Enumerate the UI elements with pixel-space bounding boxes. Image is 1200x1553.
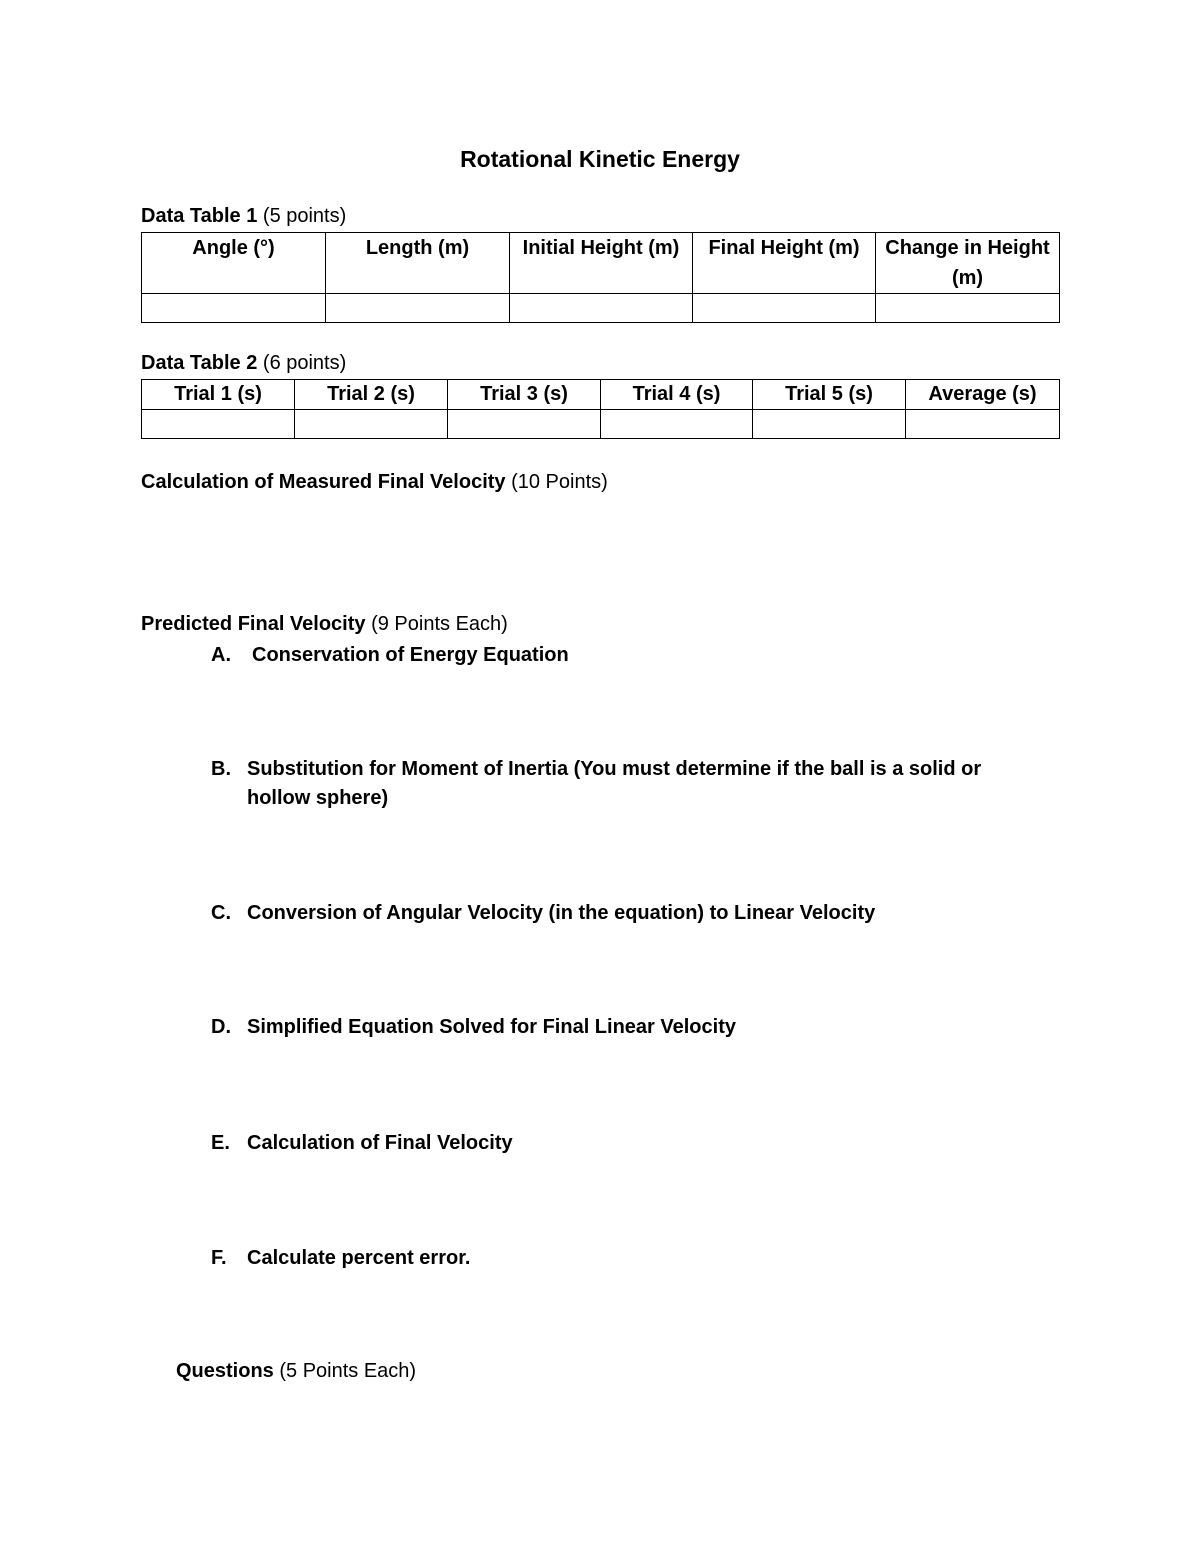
list-item-letter: B. xyxy=(211,758,231,780)
table-cell[interactable] xyxy=(601,410,753,439)
table-cell[interactable] xyxy=(753,410,906,439)
list-item-text: Calculation of Final Velocity xyxy=(247,1132,513,1154)
data-table-1-points: (5 points) xyxy=(262,205,347,227)
list-item-letter: D. xyxy=(211,1016,231,1038)
predicted-velocity-label: Predicted Final Velocity xyxy=(141,613,366,635)
table-header-cell: Trial 1 (s) xyxy=(142,380,295,410)
list-item xyxy=(211,1129,1031,1158)
table-header-cell: Length (m) xyxy=(326,233,510,294)
table-header-row xyxy=(142,380,1060,410)
table-cell[interactable] xyxy=(326,294,510,323)
questions-points: (5 Points Each) xyxy=(279,1360,417,1382)
list-item xyxy=(211,755,1041,813)
list-item-text: Simplified Equation Solved for Final Linear Velocity xyxy=(247,1016,736,1038)
table-row xyxy=(142,410,1060,439)
list-item xyxy=(211,1013,1031,1042)
table-cell[interactable] xyxy=(142,294,326,323)
table-header-row xyxy=(142,233,1060,294)
table-header-cell: Trial 5 (s) xyxy=(753,380,906,410)
table-cell[interactable] xyxy=(142,410,295,439)
list-item-letter: E. xyxy=(211,1132,230,1154)
table-cell[interactable] xyxy=(448,410,601,439)
questions-heading xyxy=(176,1360,416,1383)
list-item xyxy=(211,899,1031,928)
data-table-1-heading xyxy=(141,205,346,228)
table-header-cell: Trial 3 (s) xyxy=(448,380,601,410)
list-item-letter: A. xyxy=(211,644,231,666)
list-item-text: Substitution for Moment of Inertia (You must determine if the ball is a solid or hollow sphere) xyxy=(247,758,982,809)
data-table-2-heading xyxy=(141,352,346,375)
list-item-text: Conversion of Angular Velocity (in the equation) to Linear Velocity xyxy=(247,902,876,924)
table-header-cell: Change in Height (m) xyxy=(876,233,1060,294)
data-table-2-label: Data Table 2 xyxy=(141,352,258,374)
data-table-2 xyxy=(141,379,1060,439)
data-table-1-label: Data Table 1 xyxy=(141,205,258,227)
table-header-cell: Trial 2 (s) xyxy=(295,380,448,410)
table-cell[interactable] xyxy=(295,410,448,439)
table-header-cell: Average (s) xyxy=(906,380,1060,410)
predicted-velocity-points: (9 Points Each) xyxy=(371,613,508,635)
page-title: Rotational Kinetic Energy xyxy=(460,146,740,172)
table-cell[interactable] xyxy=(693,294,876,323)
list-item xyxy=(211,641,1031,670)
table-row xyxy=(142,294,1060,323)
measured-velocity-label: Calculation of Measured Final Velocity xyxy=(141,471,506,493)
measured-velocity-points: (10 Points) xyxy=(511,471,608,493)
table-header-cell: Initial Height (m) xyxy=(510,233,693,294)
questions-label: Questions xyxy=(176,1360,274,1382)
table-cell[interactable] xyxy=(876,294,1060,323)
table-cell[interactable] xyxy=(906,410,1060,439)
list-item-letter: C. xyxy=(211,902,231,924)
data-table-1 xyxy=(141,232,1060,323)
data-table-2-points: (6 points) xyxy=(262,352,347,374)
list-item-text: Conservation of Energy Equation xyxy=(252,644,569,666)
table-header-cell: Final Height (m) xyxy=(693,233,876,294)
predicted-velocity-heading xyxy=(141,613,508,636)
table-header-cell: Trial 4 (s) xyxy=(601,380,753,410)
table-header-cell: Angle (°) xyxy=(142,233,326,294)
measured-velocity-heading xyxy=(141,471,608,494)
list-item-text: Calculate percent error. xyxy=(247,1247,471,1269)
list-item xyxy=(211,1244,1031,1273)
table-cell[interactable] xyxy=(510,294,693,323)
list-item-letter: F. xyxy=(211,1247,227,1269)
